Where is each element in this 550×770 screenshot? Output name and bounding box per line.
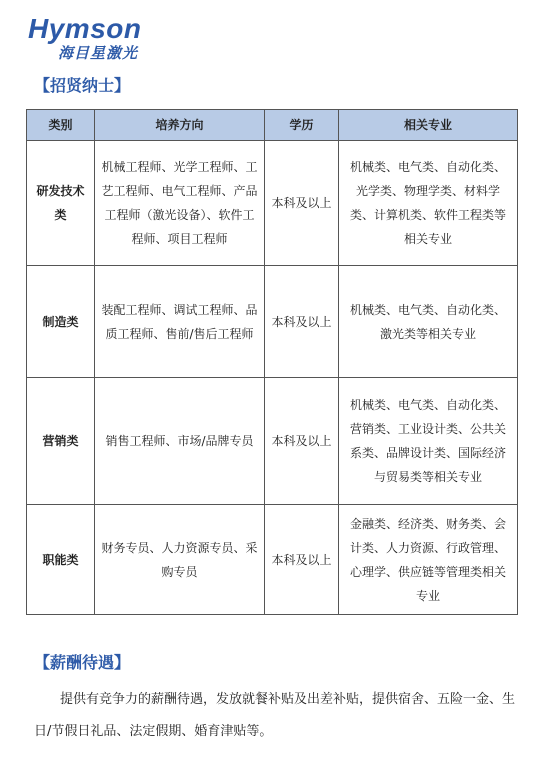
- recruitment-table: [26, 109, 518, 615]
- cell-majors: 机械类、电气类、自动化类、激光类等相关专业: [339, 266, 518, 378]
- cell-direction: 机械工程师、光学工程师、工艺工程师、电气工程师、产品工程师（激光设备）、软件工程师、项目工程师: [95, 141, 265, 266]
- table-row: [27, 266, 518, 378]
- logo-english: Hymson: [28, 13, 142, 44]
- table-header-row: [27, 110, 518, 141]
- header-majors: 相关专业: [339, 110, 518, 141]
- cell-direction: 财务专员、人力资源专员、采购专员: [95, 505, 265, 615]
- cell-majors: 机械类、电气类、自动化类、光学类、物理学类、材料学类、计算机类、软件工程类等相关专业: [339, 141, 518, 266]
- cell-category: 研发技术类: [27, 141, 95, 266]
- cell-education: 本科及以上: [265, 266, 339, 378]
- cell-education: 本科及以上: [265, 505, 339, 615]
- header-education: 学历: [265, 110, 339, 141]
- cell-majors: 金融类、经济类、财务类、会计类、人力资源、行政管理、心理学、供应链等管理类相关专业: [339, 505, 518, 615]
- recruit-section-title: 【招贤纳士】: [34, 76, 131, 95]
- cell-direction: 销售工程师、市场/品牌专员: [95, 378, 265, 505]
- cell-direction: 装配工程师、调试工程师、品质工程师、售前/售后工程师: [95, 266, 265, 378]
- cell-education: 本科及以上: [265, 141, 339, 266]
- table-row: [27, 505, 518, 615]
- table-row: [27, 378, 518, 505]
- logo-chinese: 海目星激光: [58, 44, 139, 62]
- cell-education: 本科及以上: [265, 378, 339, 505]
- header-category: 类别: [27, 110, 95, 141]
- company-logo: [28, 14, 148, 66]
- salary-paragraph: 提供有竞争力的薪酬待遇，发放就餐补贴及出差补贴，提供宿舍、五险一金、生日/节假日礼品、法定假期、婚育津贴等。: [34, 692, 516, 739]
- header-direction: 培养方向: [95, 110, 265, 141]
- cell-category: 制造类: [27, 266, 95, 378]
- cell-majors: 机械类、电气类、自动化类、营销类、工业设计类、公共关系类、品牌设计类、国际经济与贸易类等相关专业: [339, 378, 518, 505]
- cell-category: 营销类: [27, 378, 95, 505]
- cell-category: 职能类: [27, 505, 95, 615]
- table-row: [27, 141, 518, 266]
- salary-section-title: 【薪酬待遇】: [34, 653, 131, 672]
